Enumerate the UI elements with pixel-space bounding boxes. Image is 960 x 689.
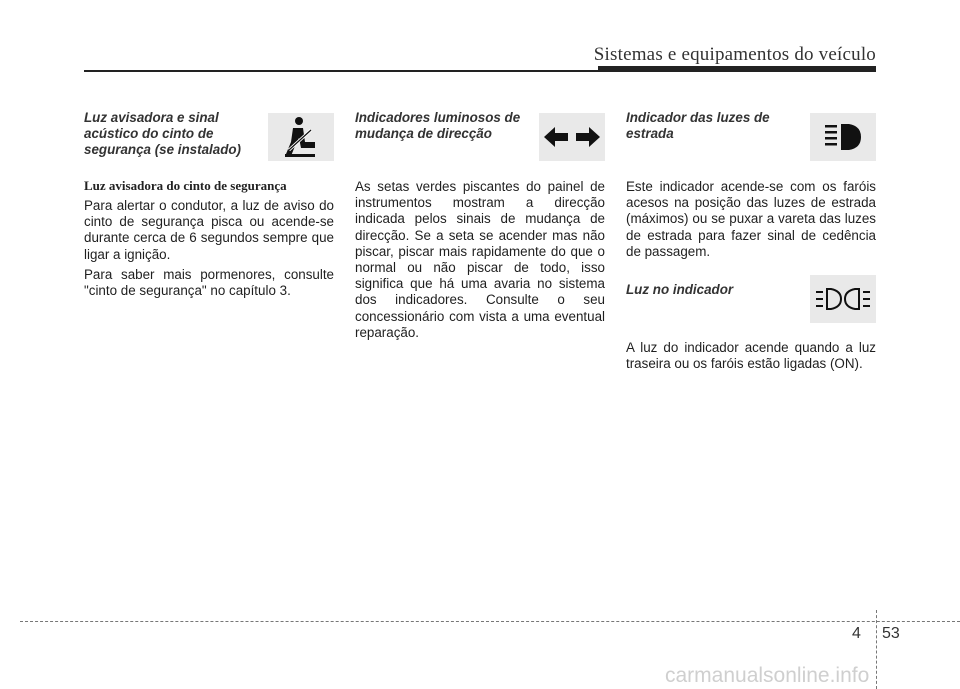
turn-signal-section bbox=[355, 110, 605, 345]
chapter-number: 4 bbox=[852, 625, 861, 642]
seatbelt-heading bbox=[84, 110, 254, 158]
footer-divider bbox=[20, 621, 960, 622]
seatbelt-heading-line: Luz avisadora e sinal bbox=[84, 110, 219, 125]
turn-signal-paragraph: As setas verdes piscantes do painel de instrumentos mostram a direcção indicada pelos sinais de mudança de direcção. Se a seta se acender mas não piscar, piscar mais rapidamente do que o normal ou não piscar de todo, isso significa que há uma avaria no sistema dos indicadores. Consulte o seu concessionário com vista a uma eventual reparação. bbox=[355, 179, 605, 340]
seatbelt-warning-icon bbox=[268, 113, 334, 161]
turn-signal-heading-line: mudança de direcção bbox=[355, 126, 492, 141]
high-beam-heading-line: Indicador das luzes de bbox=[626, 110, 770, 125]
seatbelt-heading-line: acústico do cinto de bbox=[84, 126, 214, 141]
turn-signal-heading-line: Indicadores luminosos de bbox=[355, 110, 521, 125]
watermark-text: carmanualsonline.info bbox=[665, 664, 870, 687]
header-rule-accent bbox=[598, 66, 876, 72]
light-on-paragraph: A luz do indicador acende quando a luz traseira ou os faróis estão ligadas (ON). bbox=[626, 340, 876, 372]
high-beam-paragraph: Este indicador acende-se com os faróis acesos na posição das luzes de estrada (máximos) ou se puxar a vareta das luzes de estrada para fazer sinal de cedência de passagem. bbox=[626, 179, 876, 259]
high-beam-heading bbox=[626, 110, 796, 142]
seatbelt-heading-line: segurança (se instalado) bbox=[84, 142, 242, 157]
page-number: 53 bbox=[882, 625, 900, 642]
light-on-indicator-icon bbox=[810, 275, 876, 323]
seatbelt-paragraph: Para alertar o condutor, a luz de aviso do cinto de segurança pisca ou acende-se durante cerca de 6 segundos sempre que ligar a ignição. bbox=[84, 198, 334, 262]
light-on-heading: Luz no indicador bbox=[626, 282, 734, 298]
turn-signal-arrows-icon bbox=[539, 113, 605, 161]
high-beam-icon bbox=[810, 113, 876, 161]
high-beam-heading-line: estrada bbox=[626, 126, 674, 141]
page-header-title: Sistemas e equipamentos do veículo bbox=[593, 44, 876, 65]
seatbelt-paragraph: Para saber mais pormenores, consulte "cinto de segurança" no capítulo 3. bbox=[84, 266, 334, 299]
footer-vertical-divider bbox=[876, 610, 877, 689]
high-beam-section bbox=[626, 110, 876, 376]
turn-signal-heading bbox=[355, 110, 535, 142]
seatbelt-subheading: Luz avisadora do cinto de segurança bbox=[84, 178, 287, 193]
seatbelt-section bbox=[84, 110, 334, 303]
